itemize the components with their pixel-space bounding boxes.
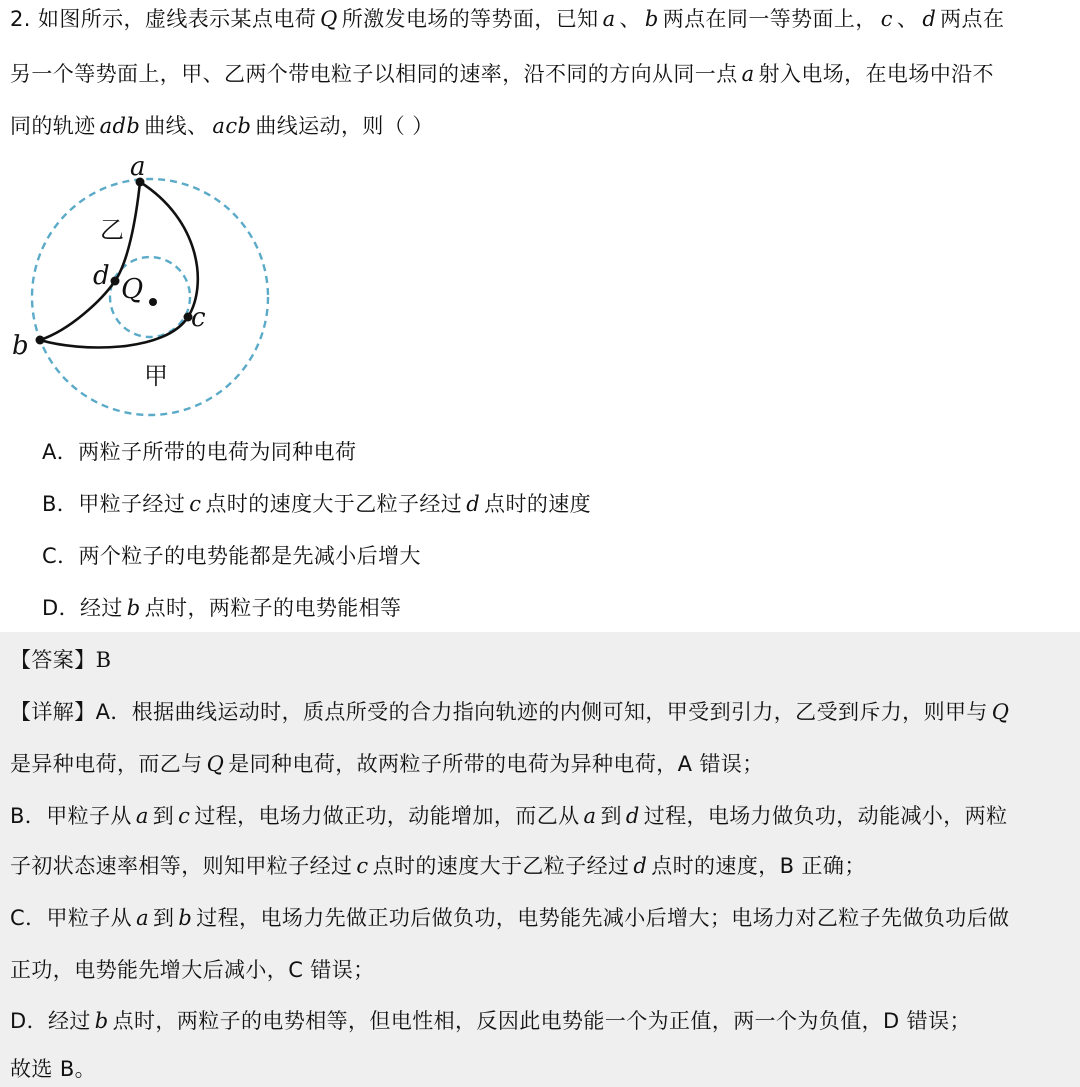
label-yi: 乙 bbox=[100, 216, 124, 244]
option-b: B．甲粒子经过 c 点时的速度大于乙粒子经过 d 点时的速度 bbox=[42, 492, 592, 516]
trajectory-yi-adb bbox=[40, 182, 140, 340]
point-d-dot bbox=[111, 277, 120, 286]
option-c: C．两个粒子的电势能都是先减小后增大 bbox=[42, 544, 421, 568]
equipotential-figure bbox=[0, 148, 290, 423]
option-a: A．两粒子所带的电荷为同种电荷 bbox=[42, 440, 357, 464]
detail-line-2: 是异种电荷，而乙与 Q 是同种电荷，故两粒子所带的电荷为异种电荷，A 错误； bbox=[10, 752, 764, 776]
label-d: d bbox=[93, 261, 110, 291]
label-b: b bbox=[12, 331, 29, 361]
question-line-1: 2. 如图所示，虚线表示某点电荷 Q 所激发电场的等势面，已知 a 、 b 两点在同一等势面上， c 、 d 两点在 bbox=[10, 7, 1005, 31]
question-line-2: 另一个等势面上，甲、乙两个带电粒子以相同的速率，沿不同的方向从同一点 a 射入电场，在电场中沿不 bbox=[10, 62, 994, 86]
label-jia: 甲 bbox=[144, 362, 168, 390]
conclusion-line: 故选 B。 bbox=[10, 1057, 97, 1081]
detail-line-5: C．甲粒子从 a 到 b 过程，电场力先做正功后做负功，电势能先减小后增大；电场力对乙粒子先做负功后做 bbox=[10, 906, 1010, 930]
option-d: D．经过 b 点时，两粒子的电势能相等 bbox=[42, 596, 402, 620]
label-c: c bbox=[191, 303, 206, 333]
label-Q: Q bbox=[121, 274, 144, 305]
question-line-3: 同的轨迹 adb 曲线、 acb 曲线运动，则（ ） bbox=[10, 114, 434, 138]
detail-line-7: D．经过 b 点时，两粒子的电势相等，但电性相，反因此电势能一个为正值，两一个为负值，D 错误； bbox=[10, 1009, 971, 1033]
detail-line-4: 子初状态速率相等，则知甲粒子经过 c 点时的速度大于乙粒子经过 d 点时的速度，B 正确； bbox=[10, 854, 866, 878]
charge-Q-dot bbox=[149, 298, 157, 306]
answer-line: 【答案】B bbox=[10, 648, 112, 672]
detail-line-6: 正功，电势能先增大后减小，C 错误； bbox=[10, 958, 375, 982]
detail-line-3: B．甲粒子从 a 到 c 过程，电场力做正功，动能增加，而乙从 a 到 d 过程，电场力做负功，动能减小，两粒 bbox=[10, 804, 1008, 828]
label-a: a bbox=[130, 152, 146, 182]
detail-line-1: 【详解】A．根据曲线运动时，质点所受的合力指向轨迹的内侧可知，甲受到引力，乙受到斥力，则甲与 Q bbox=[10, 700, 1010, 724]
question-number: 2. bbox=[10, 7, 31, 31]
answer-value: B bbox=[95, 648, 112, 672]
point-b-dot bbox=[36, 336, 45, 345]
